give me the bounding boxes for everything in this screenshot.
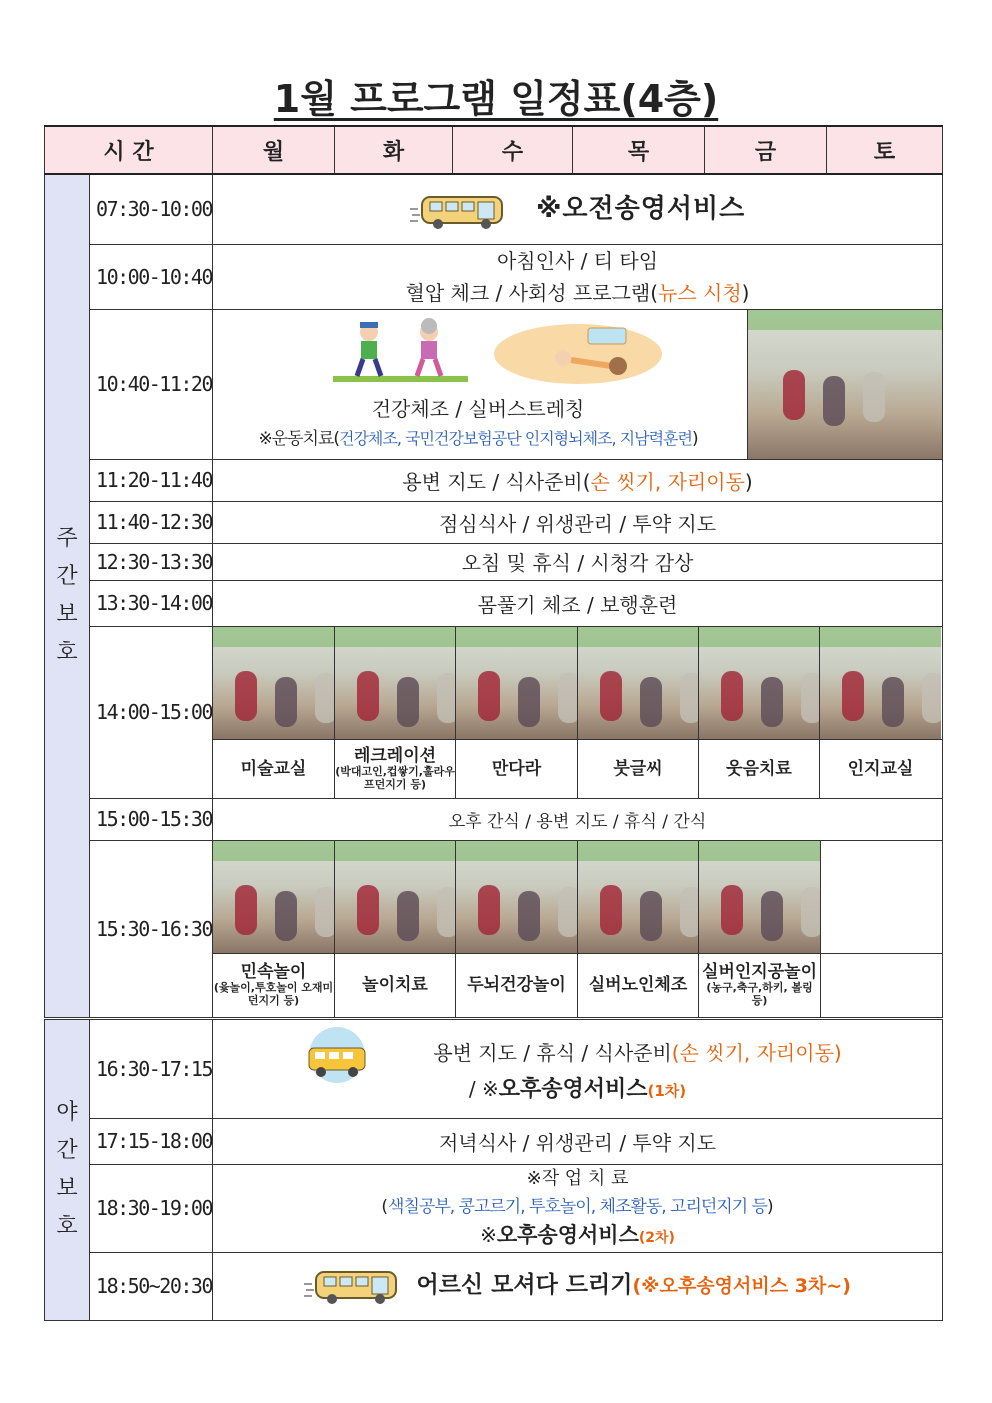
bus-icon (304, 1266, 404, 1306)
schedule-table (44, 125, 943, 1321)
activity-line: ※오후송영서비스(2차) (480, 1222, 675, 1247)
table-row (45, 840, 943, 1018)
section-night-label: 야 간 보 호 (56, 1099, 78, 1239)
header-mon: 월 (213, 126, 335, 174)
program-label: 인지교실 (847, 758, 914, 779)
header-tue: 화 (335, 126, 453, 174)
program-photo-cell (213, 840, 943, 1018)
activity-cell: 저녁식사 / 위생관리 / 투약 지도 (213, 1118, 943, 1164)
table-row (45, 1018, 943, 1118)
table-row (45, 309, 943, 459)
program-label: 실버노인체조 (578, 954, 699, 1017)
table-row (45, 1164, 943, 1252)
activity-line: 용변 지도 / 휴식 / 식사준비(손 씻기, 자리이동) (433, 1040, 842, 1065)
program-photo (699, 627, 820, 739)
time-cell: 12:30-13:30 (90, 543, 213, 580)
table-row (45, 543, 943, 580)
program-photo (820, 627, 941, 739)
time-cell: 11:20-11:40 (90, 459, 213, 501)
program-photo (213, 627, 335, 739)
program-photo (578, 841, 699, 953)
program-label: 실버인지공놀이 (농구,축구,하키, 볼링 등) (699, 954, 821, 1017)
program-label: 웃음치료 (699, 740, 820, 798)
activity-cell: 오후 간식 / 용변 지도 / 휴식 / 간식 (213, 798, 943, 840)
activity-cell: 점심식사 / 위생관리 / 투약 지도 (213, 501, 943, 543)
program-photo (699, 841, 821, 953)
activity-line: / ※오후송영서비스(1차) (468, 1076, 687, 1102)
time-cell: 17:15-18:00 (90, 1118, 213, 1164)
program-photo-cell (213, 626, 943, 798)
time-cell: 18:30-19:00 (90, 1164, 213, 1252)
header-time: 시 간 (45, 126, 213, 174)
activity-cell: 오침 및 휴식 / 시청각 감상 (213, 543, 943, 580)
activity-line: 건강체조 / 실버스트레칭 (371, 396, 585, 421)
activity-line: 혈압 체크 / 사회성 프로그램(뉴스 시청) (405, 280, 750, 305)
table-row (45, 244, 943, 309)
morning-pickup-text: ※오전송영서비스 (536, 193, 746, 224)
stretching-illustration (493, 318, 663, 386)
header-sat: 토 (827, 126, 943, 174)
activity-line: ※작 업 치 료 (526, 1167, 629, 1189)
table-row (45, 580, 943, 626)
activity-cell: 몸풀기 체조 / 보행훈련 (213, 580, 943, 626)
table-row (45, 1118, 943, 1164)
activity-cell: 어르신 모셔다 드리기(※오후송영서비스 3차~) (213, 1252, 943, 1320)
program-photo (335, 627, 456, 739)
program-label: 두뇌건강놀이 (456, 954, 578, 1017)
time-cell: 10:00-10:40 (90, 244, 213, 309)
activity-line: (색칠공부, 콩고르기, 투호놀이, 체조활동, 고리던지기 등) (381, 1196, 774, 1217)
program-photo (213, 841, 335, 953)
section-night (45, 1018, 90, 1320)
activity-line: 아침인사 / 티 타임 (496, 248, 659, 273)
table-row (45, 798, 943, 840)
bus-icon (299, 1026, 375, 1084)
table-row (45, 459, 943, 501)
time-cell: 07:30-10:00 (90, 174, 213, 244)
time-cell: 14:00-15:00 (90, 626, 213, 798)
time-cell: 18:50~20:30 (90, 1252, 213, 1320)
program-label: 레크레이션 (박대고인,컵쌓기,훌라우프던지기 등) (335, 740, 456, 798)
bus-icon (410, 191, 510, 231)
activity-cell (213, 1018, 943, 1118)
activity-cell (213, 244, 943, 309)
time-cell: 16:30-17:15 (90, 1018, 213, 1118)
table-row (45, 626, 943, 798)
header-thu: 목 (573, 126, 705, 174)
exercise-photo (747, 310, 942, 460)
activity-cell: 용변 지도 / 식사준비(손 씻기, 자리이동) (213, 459, 943, 501)
morning-pickup-cell (213, 174, 943, 244)
program-photo (456, 627, 578, 739)
program-label: 민속놀이 (윷놀이,투호놀이 오재미던지기 등) (213, 954, 335, 1017)
program-label: 만다라 (456, 740, 578, 798)
time-cell: 10:40-11:20 (90, 309, 213, 459)
program-label: 놀이치료 (335, 954, 456, 1017)
table-row (45, 501, 943, 543)
section-day-label: 주 간 보 호 (56, 525, 78, 665)
table-row (45, 1252, 943, 1320)
section-day (45, 174, 90, 1018)
program-photo (335, 841, 456, 953)
activity-cell (213, 1164, 943, 1252)
program-photo (456, 841, 578, 953)
time-cell: 11:40-12:30 (90, 501, 213, 543)
exercise-illustration (333, 318, 468, 386)
activity-cell (213, 309, 943, 459)
header-wed: 수 (453, 126, 573, 174)
program-photo (578, 627, 699, 739)
time-cell: 15:00-15:30 (90, 798, 213, 840)
program-label: 붓글씨 (578, 740, 699, 798)
program-label: 미술교실 (213, 740, 335, 798)
page-title: 1월 프로그램 일정표(4층) (273, 77, 719, 121)
activity-line: ※운동치료(건강체조, 국민건강보험공단 인지형뇌체조, 지남력훈련) (258, 428, 698, 449)
time-cell: 15:30-16:30 (90, 840, 213, 1018)
time-cell: 13:30-14:00 (90, 580, 213, 626)
header-row (45, 126, 943, 174)
header-fri: 금 (705, 126, 827, 174)
table-row (45, 174, 943, 244)
